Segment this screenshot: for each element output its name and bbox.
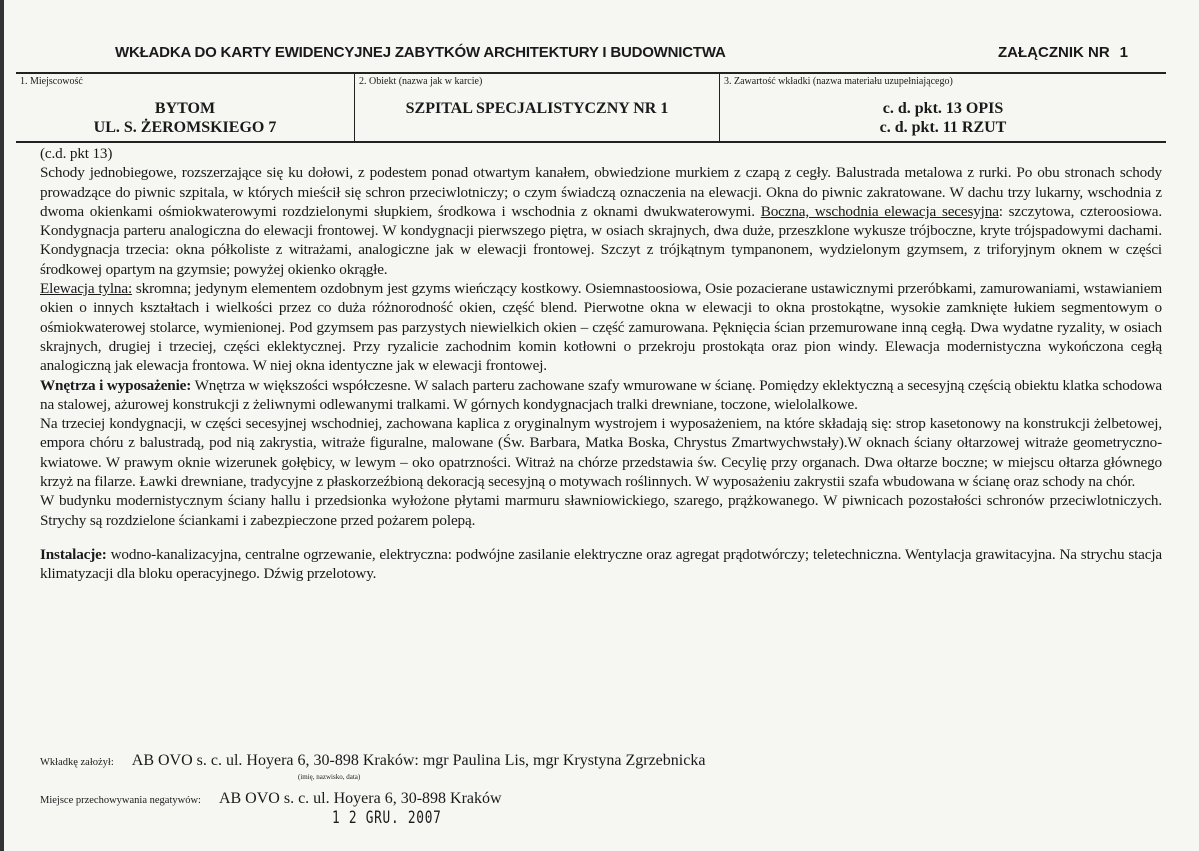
contents-line-2: c. d. pkt. 11 RZUT	[879, 119, 1007, 136]
author-label: Wkładkę założył:	[40, 757, 114, 768]
storage-value: AB OVO s. c. ul. Hoyera 6, 30-898 Kraków	[218, 790, 502, 807]
text: skromna; jedynym elementem ozdobnym jest gzyms wieńczący kostkowy. Osiemnastoosiowa, Osie pozacierane ustawicznymi przeróbkami, zamurowaniami, wstawianiem okien o innych kształtach i wielkości przez co duża różnorodność okien, część blend. Pierwotne okna w elewacji to okna prostokątne, wysokie zamknięte łukiem segmentowym o ośmiokwaterowej stolarce, wymienionej. Pod gzymsem pas parzystych niewielkich okien – część zamurowana. Pęknięcia ścian przemurowane inną cegłą. Dwa wydatne ryzality, w osiach skrajnych, drugiej i trzeciej, części eklektycznej. Przy ryzalicie zachodnim komin kotłowni o przekroju prostokąta oraz pion windy. Elewacja modernistyczna wykończona cegłą analogiczną jak elewacja frontowa. W niej okna identyczne jak w elewacji frontowej.	[40, 280, 1162, 375]
contents-label: 3. Zawartość wkładki (nazwa materiału uzupełniającego)	[724, 76, 953, 87]
locality-city: BYTOM	[154, 100, 216, 117]
contents-cell	[720, 73, 1167, 142]
author-line	[40, 752, 705, 770]
text: : szczytowa, czteroosiowa. Kondygnacja parteru analogiczna do elewacji frontowej. W kondygnacji pierwszego piętra, w osiach skrajnych, dwa duże, przeszklone wykusze trójboczne, kryte trójspadowymi dachami. Kondygnacja trzecia: okna półkoliste z witrażami, analogiczne jak w elewacji frontowej. Szczyt z trójkątnym tympanonem, wydzielonym gzymsem, z triforyjnym oknem w części środkowej opartym na gzymsie; powyżej okienko okrągłe.	[40, 202, 1162, 278]
paragraph-stairs	[40, 163, 1162, 279]
annex-label	[998, 44, 1128, 61]
header-table	[16, 72, 1166, 143]
continuation-note: (c.d. pkt 13)	[40, 145, 113, 162]
paragraph-interiors	[40, 376, 1162, 415]
installations-heading: Instalacje:	[40, 545, 107, 563]
scan-edge	[0, 0, 4, 851]
author-hint: (imię, nazwisko, data)	[298, 773, 361, 781]
text: Schody jednobiegowe, rozszerzające się ku dołowi, z podestem ponad otwartym kanałem, obwiedzione murkiem z czapą z cegły. Balustrada metalowa z rurki. Po obu stronach schody prowadzące do piwnic szpitala, w których mieścił się schron przeciwlotniczy; o czym świadczą oznaczenia na elewacji. Okna do piwnic zakratowane. W dachu trzy lukarny, wschodnia z dwoma okienkami ośmiokwaterowymi rozdzielonymi słupkiem, środkowa i wschodnia z oknami dwukwaterowymi.	[40, 164, 1162, 220]
annex-number: 1	[1119, 44, 1128, 61]
description-body	[40, 144, 1162, 584]
locality-label: 1. Miejscowość	[20, 76, 83, 87]
text: Wnętrza w większości współczesne. W salach parteru zachowane szafy wmurowane w ścianę. Pomiędzy eklektyczną a secesyjną częścią obiektu klatka schodowa na stalowej, ażurowej konstrukcji z żeliwnymi odlewanymi tralkami. W górnych kondygnacjach tralki drewniane, toczone, wielolalkowe.	[40, 376, 1162, 413]
locality-cell	[16, 73, 355, 142]
document-title: WKŁADKA DO KARTY EWIDENCYJNEJ ZABYTKÓW ARCHITEKTURY I BUDOWNICTWA	[115, 44, 726, 61]
text: wodno-kanalizacyjna, centralne ogrzewanie, elektryczna: podwójne zasilanie elektryczne oraz agregat prądotwórczy; teletechniczna. Wentylacja grawitacyjna. Na strychu stacja klimatyzacji dla bloku operacyjnego. Dźwig przelotowy.	[40, 545, 1162, 583]
storage-line	[40, 790, 502, 808]
paragraph-modernist: W budynku modernistycznym ściany hallu i przedsionka wyłożone płytami marmuru sławniowickiego, szarego, prążkowanego. W piwnicach pozostałości schronów przeciwlotniczych. Strychy są rozdzielone ściankami i zabezpieczone przed pożarem polepą.	[40, 492, 1162, 529]
rear-elevation-heading: Elewacja tylna:	[40, 280, 133, 298]
contents-line-1: c. d. pkt. 13 OPIS	[882, 100, 1004, 117]
object-cell	[355, 73, 720, 142]
date-stamp: 1 2 GRU. 2007	[332, 808, 442, 828]
object-label: 2. Obiekt (nazwa jak w karcie)	[359, 76, 483, 87]
paragraph-installations	[40, 545, 1162, 584]
locality-street: UL. S. ŻEROMSKIEGO 7	[93, 119, 277, 136]
annex-label-text: ZAŁĄCZNIK NR	[998, 44, 1110, 61]
east-elevation-heading: Boczna, wschodnia elewacja secesyjna	[760, 202, 999, 220]
object-name: SZPITAL SPECJALISTYCZNY NR 1	[405, 100, 669, 117]
paragraph-rear-elevation	[40, 279, 1162, 375]
interiors-heading: Wnętrza i wyposażenie:	[40, 376, 192, 394]
author-value: AB OVO s. c. ul. Hoyera 6, 30-898 Kraków: mgr Paulina Lis, mgr Krystyna Zgrzebnicka	[131, 752, 706, 769]
paragraph-chapel: Na trzeciej kondygnacji, w części secesyjnej wschodniej, zachowana kaplica z oryginalnym wystrojem i wyposażeniem, na które składają się: strop kasetonowy na konstrukcji żelbetowej, empora chóru z balustradą, pod nią zakrystia, witraże figuralne, malowane (Św. Barbara, Matka Boska, Chrystus Zmartwychwstały).W oknach ściany ołtarzowej witraże geometryczno-kwiatowe. W prawym oknie wizerunek gołębicy, w lewym – oko opatrzności. Witraż na chórze przedstawia św. Cecylię przy organach. Dwa ołtarze boczne; w miejscu ołtarza głównego krzyż na filarze. Ławki drewniane, tradycyjne z płaskorzeźbioną dekoracją secesyjną o motywach roślinnych. W wyposażeniu zakrystii szafa wbudowana w ścianę oraz schody na chór.	[40, 415, 1162, 491]
storage-label: Miejsce przechowywania negatywów:	[40, 795, 201, 806]
